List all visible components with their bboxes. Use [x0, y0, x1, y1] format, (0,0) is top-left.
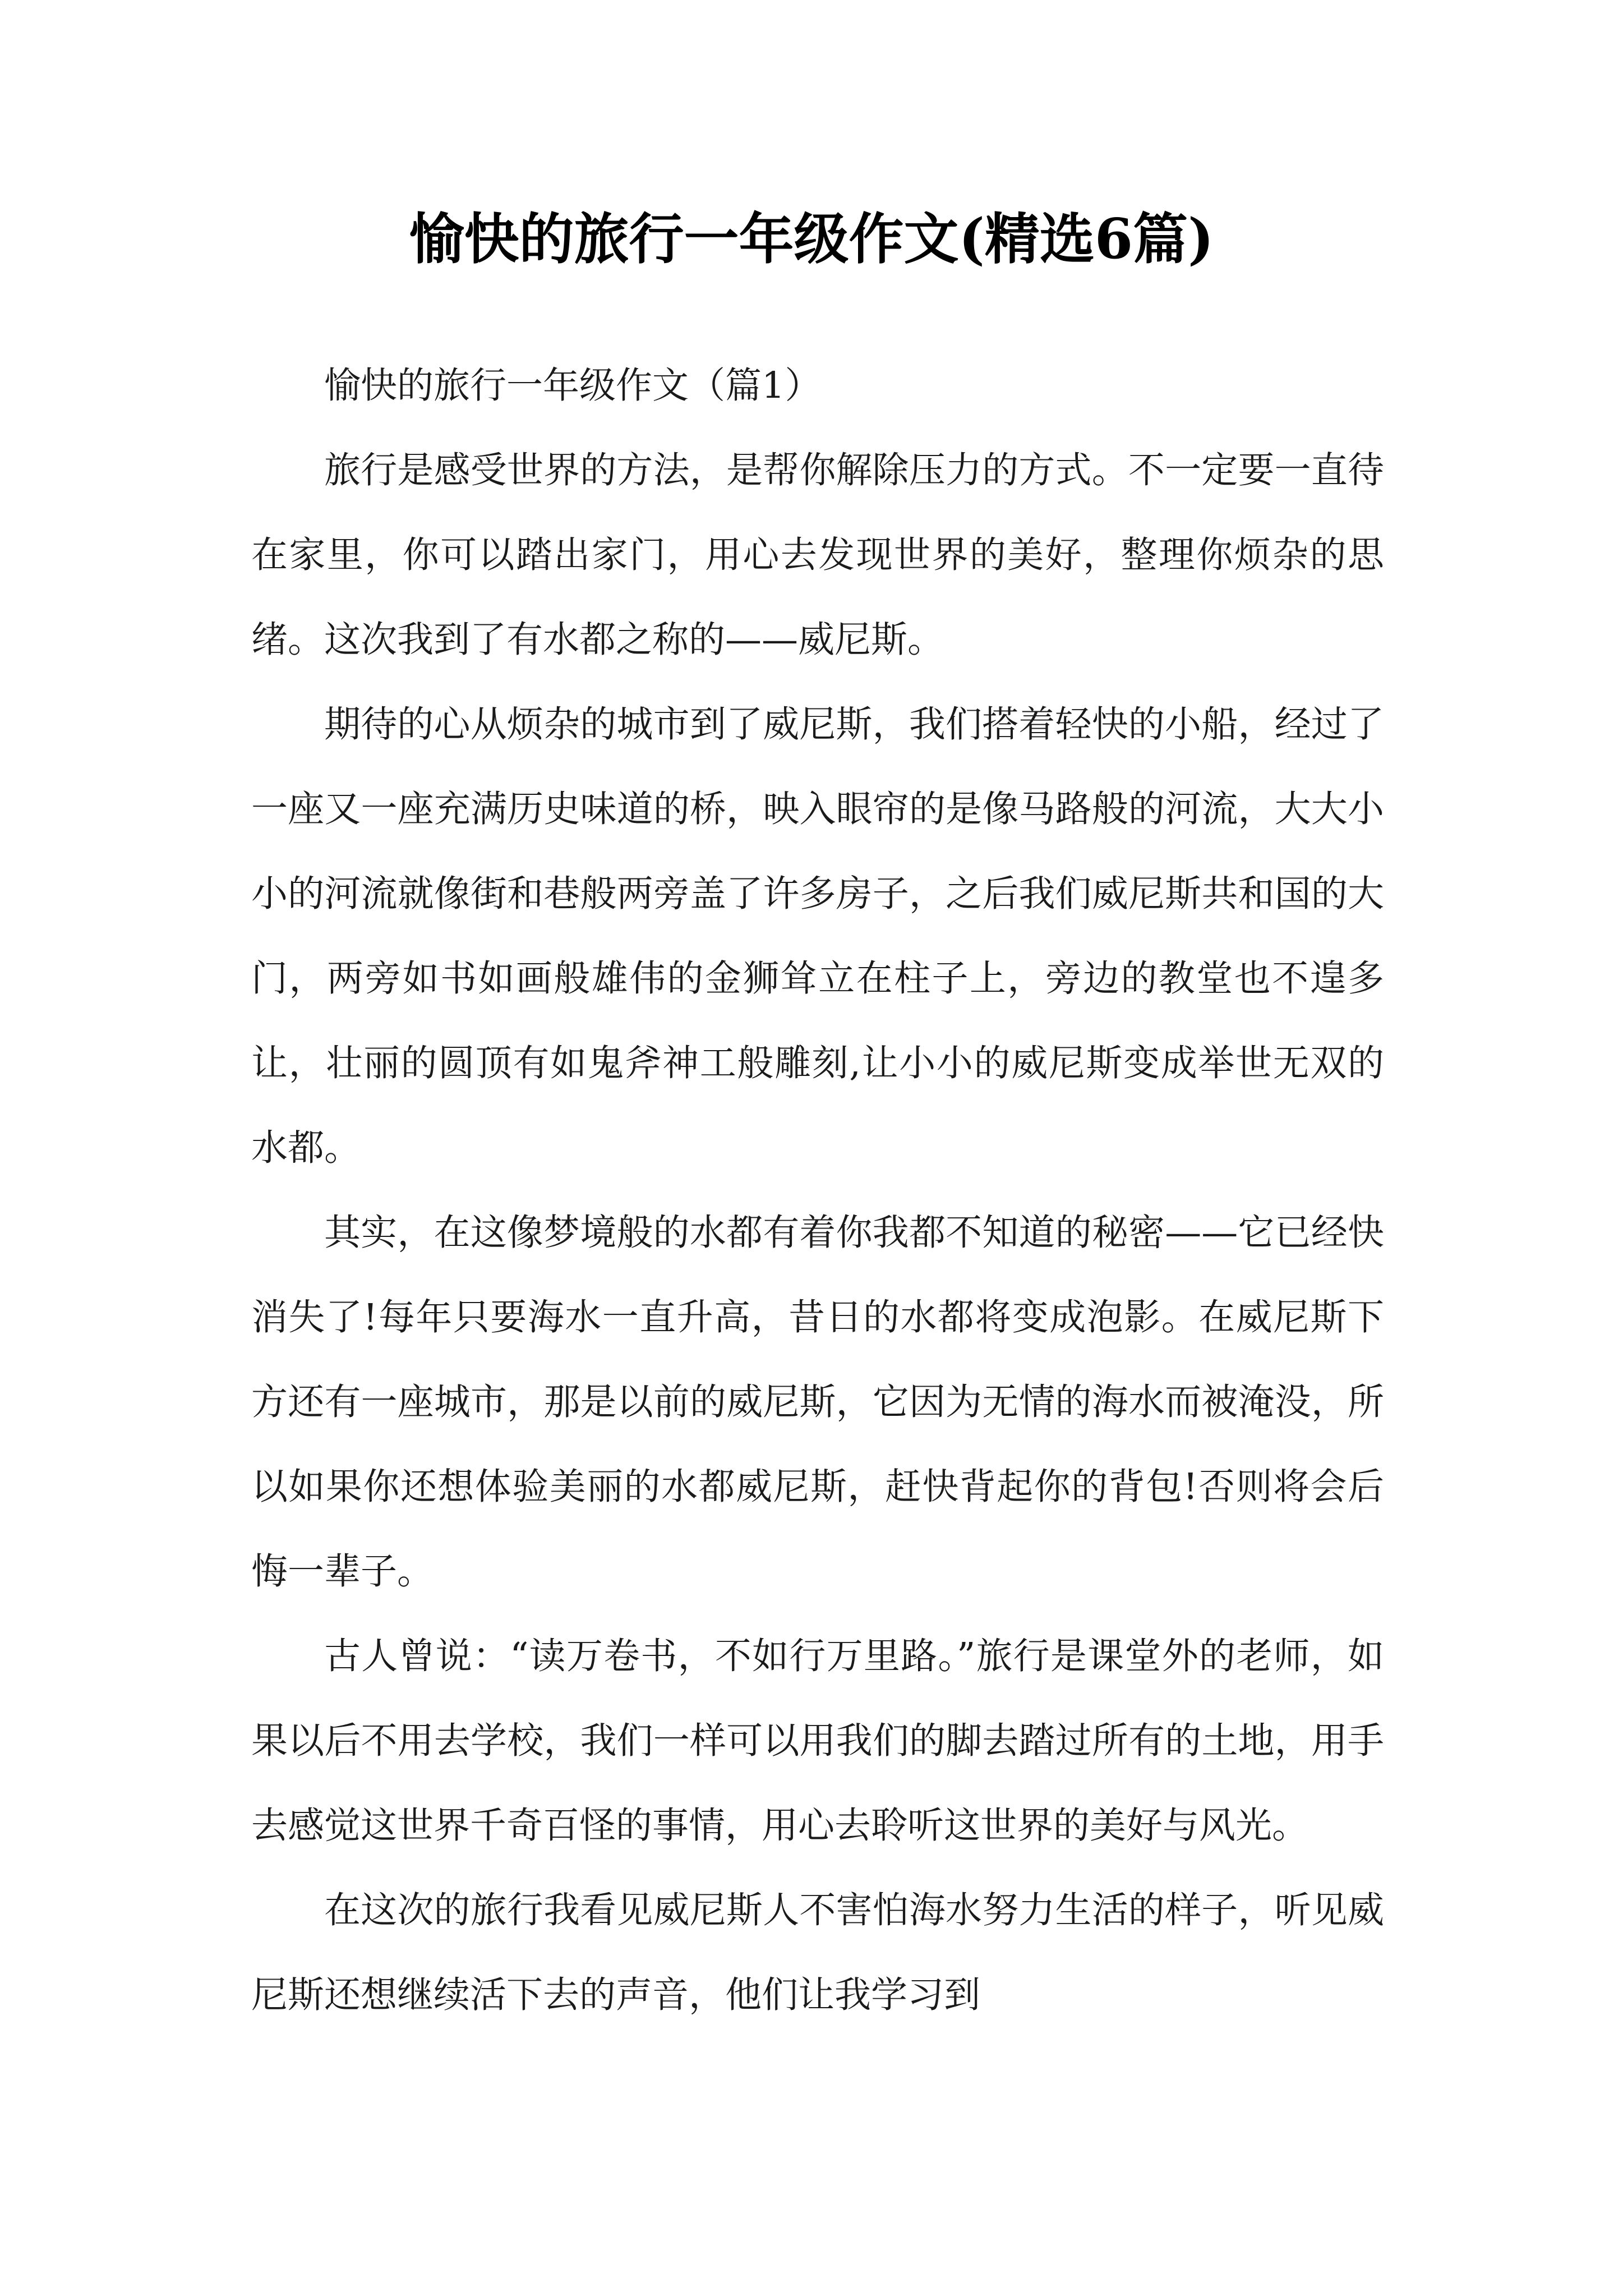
section-heading: 愉快的旅行一年级作文（篇1） [324, 365, 822, 407]
paragraph-1: 旅行是感受世界的方法，是帮你解除压力的方式。不一定要一直待在家里，你可以踏出家门，用心去发现世界的美好，整理你烦杂的思绪。这次我到了有水都之称的——威尼斯。 [251, 449, 1384, 661]
paragraph-5: 在这次的旅行我看见威尼斯人不害怕海水努力生活的样子，听见威尼斯还想继续活下去的声音，他们让我学习到 [251, 1889, 1384, 2016]
document-title: 愉快的旅行一年级作文(精选6篇) [409, 207, 1214, 272]
paragraph-4: 古人曾说：“读万卷书，不如行万里路。”旅行是课堂外的老师，如果以后不用去学校，我们一样可以用我们的脚去踏过所有的土地，用手去感觉这世界千奇百怪的事情，用心去聆听这世界的美好与风光。 [251, 1635, 1384, 1847]
paragraph-2: 期待的心从烦杂的城市到了威尼斯，我们搭着轻快的小船，经过了一座又一座充满历史味道的桥，映入眼帘的是像马路般的河流，大大小小的河流就像街和巷般两旁盖了许多房子，之后我们威尼斯共和国的大门，两旁如书如画般雄伟的金狮耸立在柱子上，旁边的教堂也不遑多让，壮丽的圆顶有如鬼斧神工般雕刻,让小小的威尼斯变成举世无双的水都。 [251, 703, 1384, 1169]
document-body [251, 343, 1384, 2037]
paragraph-3: 其实，在这像梦境般的水都有着你我都不知道的秘密——它已经快消失了!每年只要海水一直升高，昔日的水都将变成泡影。在威尼斯下方还有一座城市，那是以前的威尼斯，它因为无情的海水而被淹没，所以如果你还想体验美丽的水都威尼斯，赶快背起你的背包!否则将会后悔一辈子。 [251, 1212, 1384, 1593]
